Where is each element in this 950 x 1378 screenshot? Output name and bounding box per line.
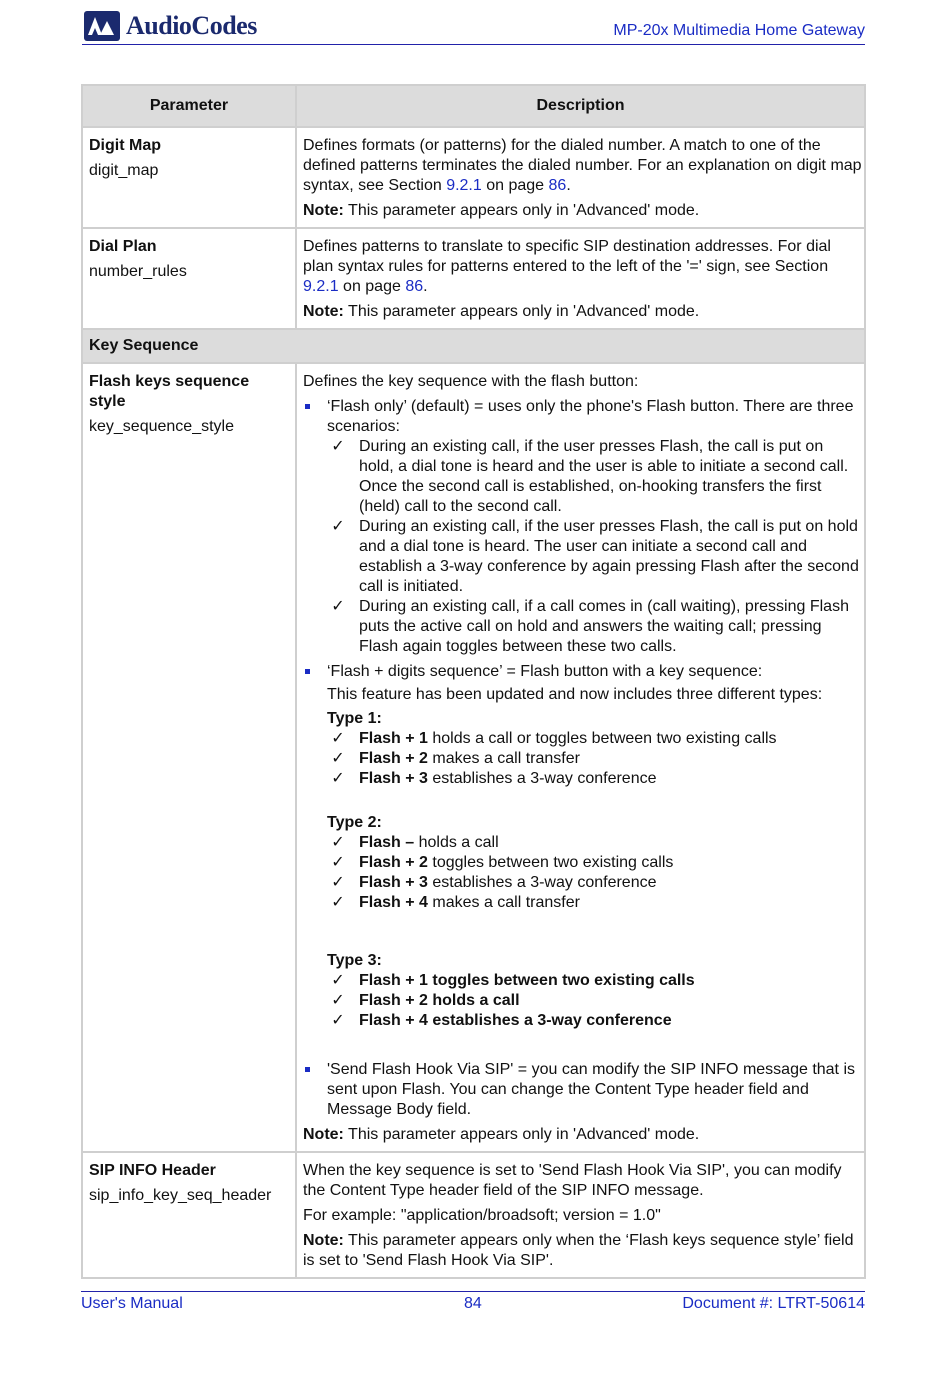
checkmark-icon: ✓ xyxy=(331,992,345,1009)
parameter-variable: number_rules xyxy=(89,263,187,280)
description-cell xyxy=(296,228,865,329)
note-body: This parameter appears only in 'Advanced' mode. xyxy=(343,1126,700,1143)
check-item xyxy=(327,991,862,1011)
checkmark-icon: ✓ xyxy=(331,730,345,747)
description-text: Defines the key sequence with the flash button: xyxy=(303,373,639,390)
parameter-cell xyxy=(82,363,296,1152)
audiocodes-logo-icon xyxy=(84,11,120,41)
parameter-name: SIP INFO Header xyxy=(89,1162,216,1179)
page-link[interactable]: 86 xyxy=(548,177,567,194)
check-item xyxy=(327,769,862,789)
spacer xyxy=(327,933,862,947)
note-text xyxy=(303,201,862,221)
check-text: holds a call or toggles between two existing calls xyxy=(427,730,777,747)
description-part: on page xyxy=(338,278,406,295)
check-item xyxy=(327,597,862,657)
note-body: This parameter appears only when the ‘Flash keys sequence style’ field is set to 'Send Flash Hook Via SIP'. xyxy=(303,1232,854,1269)
bullet-item xyxy=(303,1060,862,1120)
description-part: . xyxy=(566,177,571,194)
footer-manual-label: User's Manual xyxy=(81,1295,183,1312)
section-row xyxy=(82,329,865,363)
document-title: MP-20x Multimedia Home Gateway xyxy=(613,22,865,39)
check-item xyxy=(327,517,862,597)
page-footer xyxy=(81,1291,865,1312)
checkmark-icon: ✓ xyxy=(331,598,345,615)
parameter-name: Flash keys sequence style xyxy=(89,373,250,410)
check-item xyxy=(327,437,862,517)
type-heading: Type 2: xyxy=(327,814,382,831)
key-combo: Flash + 2 xyxy=(359,854,428,871)
check-item xyxy=(327,971,862,991)
table-row xyxy=(82,1152,865,1278)
checkmark-icon: ✓ xyxy=(331,770,345,787)
check-text: establishes a 3-way conference xyxy=(427,874,657,891)
checkmark-icon: ✓ xyxy=(331,438,345,455)
description-part: Defines formats (or patterns) for the dialed number. A match to one of the defined patterns terminates the dialed number. For an explanation on digit map syntax, see Section xyxy=(303,137,862,194)
check-item xyxy=(327,749,862,769)
parameter-variable: sip_info_key_seq_header xyxy=(89,1187,272,1204)
section-heading: Key Sequence xyxy=(82,329,865,363)
spacer xyxy=(327,1031,862,1055)
bullet-item xyxy=(303,397,862,437)
checkmark-icon: ✓ xyxy=(331,750,345,767)
checkmark-icon: ✓ xyxy=(331,894,345,911)
check-item xyxy=(327,893,862,913)
description-text: When the key sequence is set to 'Send Flash Hook Via SIP', you can modify the Content Type header field of the SIP INFO message. xyxy=(303,1162,842,1199)
type-list xyxy=(327,685,862,1055)
check-text: Flash + 4 establishes a 3-way conference xyxy=(359,1012,672,1029)
type-heading: Type 1: xyxy=(327,710,382,727)
check-list xyxy=(327,437,862,657)
parameter-variable: digit_map xyxy=(89,162,159,179)
square-bullet-icon xyxy=(305,1067,310,1072)
description-part: Defines patterns to translate to specific SIP destination addresses. For dial plan syntax rules for patterns entered to the left of the '=' sign, see Section xyxy=(303,238,831,275)
bullet-text: ‘Flash + digits sequence’ = Flash button with a key sequence: xyxy=(327,663,763,680)
check-text: establishes a 3-way conference xyxy=(427,770,657,787)
example-text: For example: "application/broadsoft; version = 1.0" xyxy=(303,1207,661,1224)
parameter-cell xyxy=(82,1152,296,1278)
table-row xyxy=(82,127,865,228)
check-text: toggles between two existing calls xyxy=(427,854,674,871)
key-combo: Flash + 4 xyxy=(359,894,428,911)
check-text: holds a call xyxy=(414,834,499,851)
audiocodes-logo xyxy=(84,10,257,42)
page-header xyxy=(82,8,865,45)
parameter-cell xyxy=(82,228,296,329)
checkmark-icon: ✓ xyxy=(331,834,345,851)
note-text xyxy=(303,1125,862,1145)
parameter-cell xyxy=(82,127,296,228)
description-cell xyxy=(296,127,865,228)
note-text xyxy=(303,302,862,322)
parameter-name: Dial Plan xyxy=(89,238,157,255)
bullet-item xyxy=(303,662,862,682)
description-part: on page xyxy=(481,177,549,194)
checkmark-icon: ✓ xyxy=(331,874,345,891)
check-item xyxy=(327,873,862,893)
bullet-text: 'Send Flash Hook Via SIP' = you can modify the SIP INFO message that is sent upon Flash. You can change the Content Type header field and Message Body field. xyxy=(327,1061,855,1118)
spacer xyxy=(327,913,862,933)
section-link[interactable]: 9.2.1 xyxy=(446,177,482,194)
type-heading: Type 3: xyxy=(327,952,382,969)
square-bullet-icon xyxy=(305,669,310,674)
note-label: Note: xyxy=(303,303,344,320)
page-link[interactable]: 86 xyxy=(405,278,424,295)
check-text: During an existing call, if the user presses Flash, the call is put on hold, a dial tone is heard and the user is able to initiate a second call. Once the second call is established, on-hooking transfers the first (held) call to the second call. xyxy=(359,438,849,515)
square-bullet-icon xyxy=(305,404,310,409)
parameter-name: Digit Map xyxy=(89,137,161,154)
check-text: During an existing call, if a call comes in (call waiting), pressing Flash puts the active call on hold and answers the waiting call; pressing Flash again toggles between these two calls. xyxy=(359,598,849,655)
footer-document-number: Document #: LTRT-50614 xyxy=(682,1295,865,1312)
check-text: makes a call transfer xyxy=(427,750,580,767)
description-text xyxy=(303,136,862,196)
check-item xyxy=(327,729,862,749)
checkmark-icon: ✓ xyxy=(331,518,345,535)
logo-text: AudioCodes xyxy=(126,11,257,40)
type-intro: This feature has been updated and now includes three different types: xyxy=(327,686,823,703)
check-text: Flash + 1 toggles between two existing calls xyxy=(359,972,695,989)
checkmark-icon: ✓ xyxy=(331,1012,345,1029)
check-item xyxy=(327,853,862,873)
description-cell xyxy=(296,1152,865,1278)
footer-page-number: 84 xyxy=(464,1295,482,1312)
table-row xyxy=(82,363,865,1152)
note-label: Note: xyxy=(303,1232,344,1249)
bullet-text: ‘Flash only’ (default) = uses only the phone's Flash button. There are three scenarios: xyxy=(327,398,854,435)
note-label: Note: xyxy=(303,202,344,219)
note-body: This parameter appears only in 'Advanced' mode. xyxy=(343,303,700,320)
key-combo: Flash + 1 xyxy=(359,730,428,747)
key-combo: Flash + 2 xyxy=(359,750,428,767)
spacer xyxy=(327,789,862,809)
key-combo: Flash + 3 xyxy=(359,770,428,787)
check-text: makes a call transfer xyxy=(427,894,580,911)
check-text: Flash + 2 holds a call xyxy=(359,992,520,1009)
description-part: . xyxy=(423,278,428,295)
check-text: During an existing call, if the user presses Flash, the call is put on hold and a dial tone is heard. The user can initiate a second call and establish a 3-way conference by again pressing Flash after the second call is initiated. xyxy=(359,518,859,595)
check-item xyxy=(327,1011,862,1031)
key-combo: Flash – xyxy=(359,834,415,851)
table-header-row xyxy=(82,85,865,127)
note-label: Note: xyxy=(303,1126,344,1143)
column-header-parameter: Parameter xyxy=(82,85,296,127)
key-combo: Flash + 3 xyxy=(359,874,428,891)
description-text xyxy=(303,237,862,297)
checkmark-icon: ✓ xyxy=(331,854,345,871)
description-cell xyxy=(296,363,865,1152)
parameter-variable: key_sequence_style xyxy=(89,418,234,435)
checkmark-icon: ✓ xyxy=(331,972,345,989)
table-row xyxy=(82,228,865,329)
note-text xyxy=(303,1231,862,1271)
note-body: This parameter appears only in 'Advanced' mode. xyxy=(343,202,700,219)
parameter-table xyxy=(81,84,866,1279)
column-header-description: Description xyxy=(296,85,865,127)
section-link[interactable]: 9.2.1 xyxy=(303,278,339,295)
check-item xyxy=(327,833,862,853)
